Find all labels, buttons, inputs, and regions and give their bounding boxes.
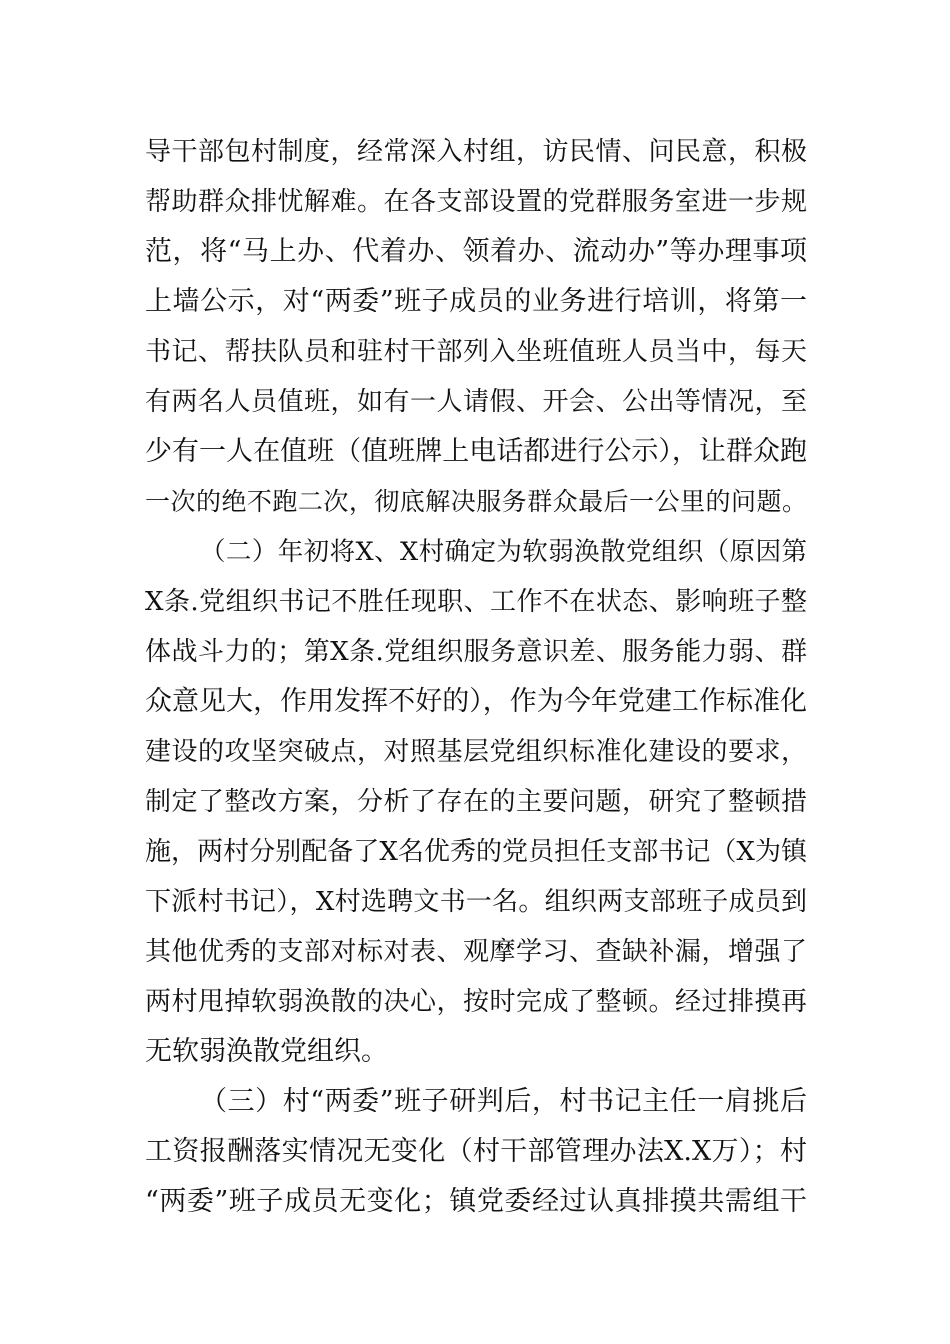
text-line: （二）年初将X、X村确定为软弱涣散党组织（原因第 — [200, 537, 807, 567]
text-line: 体战斗力的；第X条.党组织服务意识差、服务能力弱、群 — [145, 637, 807, 667]
text-line: 施，两村分别配备了X名优秀的党员担任支部书记（X为镇 — [145, 837, 807, 867]
text-line: 上墙公示，对“两委”班子成员的业务进行培训，将第一 — [145, 286, 807, 317]
text-line: 有两名人员值班，如有一人请假、开会、公出等情况，至 — [145, 387, 807, 417]
text-line: 众意见大，作用发挥不好的），作为今年党建工作标准化 — [145, 686, 807, 717]
text-line: 建设的攻坚突破点，对照基层党组织标准化建设的要求， — [145, 737, 807, 767]
text-line: 书记、帮扶队员和驻村干部列入坐班值班人员当中，每天 — [145, 337, 807, 367]
text-line: （三）村“两委”班子研判后，村书记主任一肩挑后 — [200, 1086, 807, 1117]
text-line: “两委”班子成员无变化；镇党委经过认真排摸共需组干 — [145, 1186, 807, 1217]
text-line: 工资报酬落实情况无变化（村干部管理办法X.X万）；村 — [145, 1136, 807, 1167]
text-line: 两村甩掉软弱涣散的决心，按时完成了整顿。经过排摸再 — [145, 987, 807, 1017]
text-line: X条.党组织书记不胜任现职、工作不在状态、影响班子整 — [145, 587, 807, 617]
text-line: 下派村书记），X村选聘文书一名。组织两支部班子成员到 — [145, 887, 807, 917]
text-line: 导干部包村制度，经常深入村组，访民情、问民意，积极 — [145, 137, 807, 167]
text-line: 制定了整改方案，分析了存在的主要问题，研究了整顿措 — [145, 787, 807, 817]
text-line: 其他优秀的支部对标对表、观摩学习、查缺补漏，增强了 — [145, 937, 807, 967]
text-line: 少有一人在值班（值班牌上电话都进行公示），让群众跑 — [145, 436, 807, 467]
text-line: 一次的绝不跑二次，彻底解决服务群众最后一公里的问题。 — [145, 487, 807, 516]
text-line: 帮助群众排忧解难。在各支部设置的党群服务室进一步规 — [145, 187, 807, 217]
text-line: 范，将“马上办、代着办、领着办、流动办”等办理事项 — [145, 236, 807, 267]
text-line: 无软弱涣散党组织。 — [145, 1036, 388, 1067]
